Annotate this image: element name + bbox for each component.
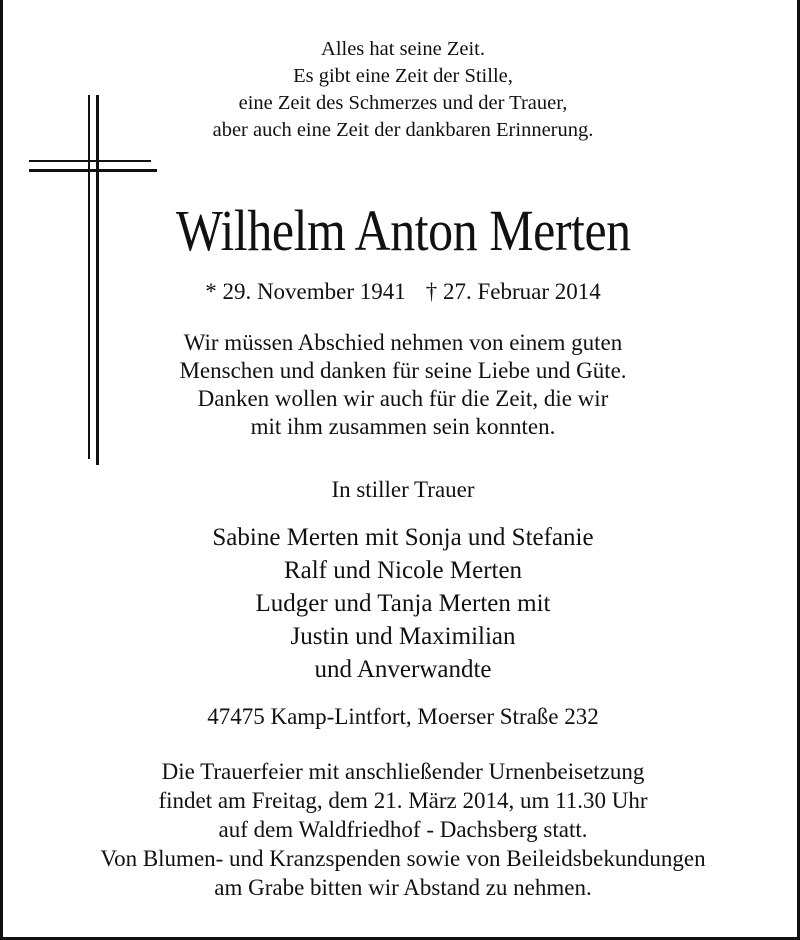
ceremony-line: findet am Freitag, dem 21. März 2014, um 11.30 Uhr	[158, 788, 648, 813]
family-line: Justin und Maximilian	[290, 623, 516, 650]
farewell-line: mit ihm zusammen sein konnten.	[250, 414, 556, 439]
address: 47475 Kamp-Lintfort, Moerser Straße 232	[207, 704, 599, 729]
motto-line: aber auch eine Zeit der dankbaren Erinnerung.	[212, 119, 594, 141]
ceremony-line: auf dem Waldfriedhof - Dachsberg statt.	[218, 817, 588, 842]
farewell-text	[3, 329, 800, 441]
motto-line: Alles hat seine Zeit.	[321, 38, 485, 60]
motto	[3, 36, 800, 144]
family-line: Ralf und Nicole Merten	[283, 557, 523, 584]
motto-line: Es gibt eine Zeit der Stille,	[293, 65, 513, 87]
birth-date: * 29. November 1941	[205, 279, 406, 304]
death-date: † 27. Februar 2014	[425, 279, 601, 304]
ceremony-line: Die Trauerfeier mit anschließender Urnenbeisetzung	[161, 759, 645, 784]
farewell-line: Danken wollen wir auch für die Zeit, die wir	[197, 386, 609, 411]
family-line: Ludger und Tanja Merten mit	[255, 590, 551, 617]
deceased-name: Wilhelm Anton Merten	[175, 198, 631, 263]
family-list	[3, 521, 800, 686]
family-line: Sabine Merten mit Sonja und Stefanie	[212, 524, 594, 551]
life-dates	[3, 277, 800, 307]
ceremony-line: am Grabe bitten wir Abstand zu nehmen.	[214, 875, 592, 900]
family-line: und Anverwandte	[314, 656, 492, 683]
motto-line: eine Zeit des Schmerzes und der Trauer,	[238, 92, 568, 114]
ceremony-line: Von Blumen- und Kranzspenden sowie von Beileidsbekundungen	[100, 846, 706, 871]
farewell-line: Menschen und danken für seine Liebe und Güte.	[179, 358, 627, 383]
mourning-heading: In stiller Trauer	[331, 477, 475, 502]
ceremony-info	[3, 757, 800, 902]
farewell-line: Wir müssen Abschied nehmen von einem guten	[183, 330, 623, 355]
